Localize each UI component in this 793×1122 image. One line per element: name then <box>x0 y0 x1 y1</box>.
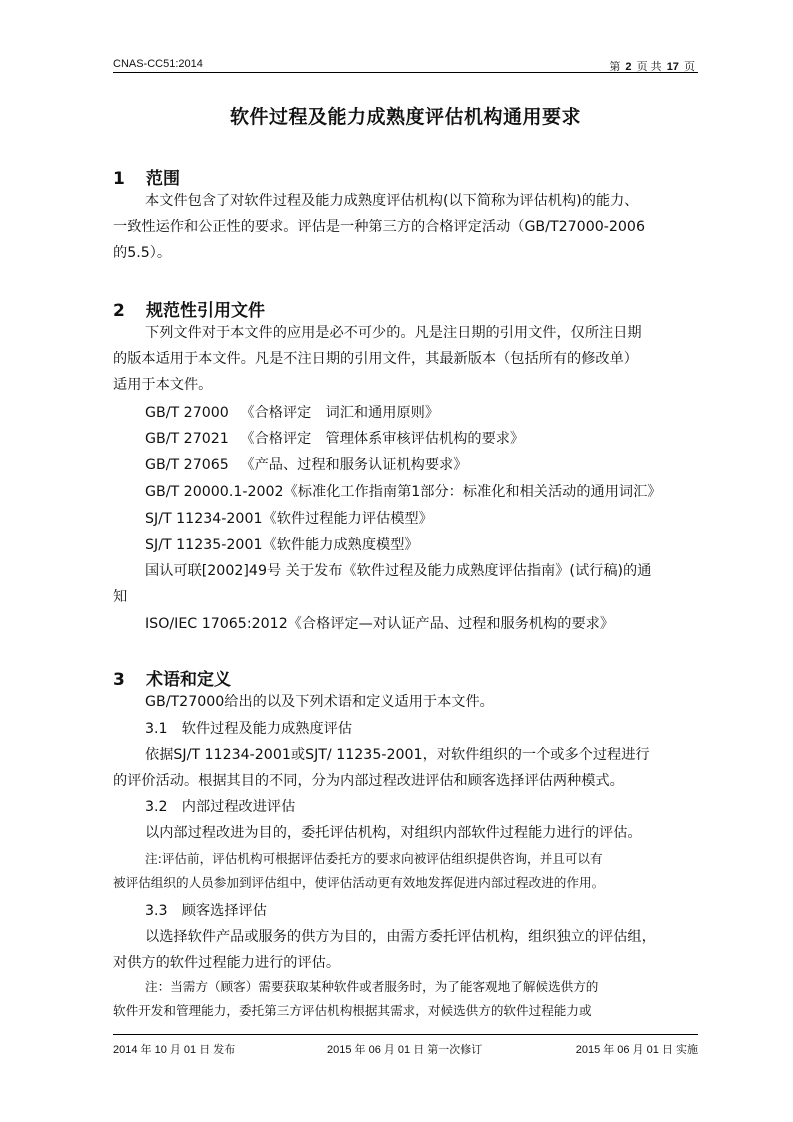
page-mid: 页 共 <box>636 61 662 73</box>
paragraph-line: 的评价活动。根据其目的不同，分为内部过程改进评估和顾客选择评估两种模式。 <box>113 773 624 789</box>
page-total: 17 <box>666 61 679 73</box>
reference-item: GB/T 27000 《合格评定 词汇和通用原则》 <box>145 405 440 421</box>
paragraph-line: 以选择软件产品或服务的供方为目的，由需方委托评估机构，组织独立的评估组， <box>145 929 656 945</box>
paragraph-line: 本文件包含了对软件过程及能力成熟度评估机构(以下简称为评估机构)的能力、 <box>145 193 639 209</box>
section-3-heading <box>113 665 231 690</box>
section-1-heading <box>113 164 180 189</box>
paragraph-line: 的5.5）。 <box>113 245 172 261</box>
reference-item: GB/T 27065 《产品、过程和服务认证机构要求》 <box>145 457 468 473</box>
reference-item: GB/T 20000.1-2002《标准化工作指南第1部分：标准化和相关活动的通用词汇》 <box>145 484 662 500</box>
page-prefix: 第 <box>609 61 621 73</box>
reference-item: SJ/T 11235-2001《软件能力成熟度模型》 <box>145 537 419 553</box>
section-number: 2 <box>113 301 125 321</box>
reference-item: GB/T 27021 《合格评定 管理体系审核评估机构的要求》 <box>145 431 525 447</box>
issue-date: 2014 年 10 月 01 日 发布 <box>113 1044 236 1056</box>
section-number: 3 <box>113 670 125 690</box>
note-line: 注:评估前，评估机构可根据评估委托方的要求向被评估组织提供咨询，并且可以有 <box>145 851 603 866</box>
section-title: 术语和定义 <box>146 670 231 690</box>
section-2-heading <box>113 296 265 321</box>
paragraph-line: 适用于本文件。 <box>113 377 213 393</box>
reference-item: ISO/IEC 17065:2012《合格评定—对认证产品、过程和服务机构的要求》 <box>145 616 615 632</box>
page-header <box>113 56 698 73</box>
document-code: CNAS-CC51:2014 <box>113 58 203 70</box>
revision-date: 2015 年 06 月 01 日 第一次修订 <box>327 1044 483 1056</box>
term-heading: 3.2 内部过程改进评估 <box>145 799 296 815</box>
reference-item: 国认可联[2002]49号 关于发布《软件过程及能力成熟度评估指南》(试行稿)的通 <box>145 563 652 579</box>
section-number: 1 <box>113 169 125 189</box>
reference-item: 知 <box>113 589 128 605</box>
effective-date: 2015 年 06 月 01 日 实施 <box>575 1044 698 1056</box>
paragraph-line: 对供方的软件过程能力进行的评估。 <box>113 955 341 971</box>
page-suffix: 页 <box>684 61 695 73</box>
paragraph-line: 以内部过程改进为目的，委托评估机构，对组织内部软件过程能力进行的评估。 <box>145 825 642 841</box>
paragraph-line: 下列文件对于本文件的应用是必不可少的。凡是注日期的引用文件，仅所注日期 <box>145 325 642 341</box>
term-heading: 3.3 顾客选择评估 <box>145 903 267 919</box>
reference-item: SJ/T 11234-2001《软件过程能力评估模型》 <box>145 511 433 527</box>
page-footer <box>113 1034 698 1065</box>
document-title: 软件过程及能力成熟度评估机构通用要求 <box>229 106 581 128</box>
paragraph-line: 的版本适用于本文件。凡是不注日期的引用文件，其最新版本（包括所有的修改单） <box>113 351 638 367</box>
section-title: 规范性引用文件 <box>146 301 265 321</box>
paragraph-line: 依据SJ/T 11234-2001或SJT/ 11235-2001，对软件组织的一个或多个过程进行 <box>145 747 650 763</box>
page-indicator <box>608 58 696 74</box>
paragraph-line: 一致性运作和公正性的要求。评估是一种第三方的合格评定活动（GB/T27000-2006 <box>113 219 645 235</box>
section-title: 范围 <box>146 169 180 189</box>
paragraph-line: GB/T27000给出的以及下列术语和定义适用于本文件。 <box>145 694 494 710</box>
term-heading: 3.1 软件过程及能力成熟度评估 <box>145 721 353 737</box>
note-line: 被评估组织的人员参加到评估组中，使评估活动更有效地发挥促进内部过程改进的作用。 <box>113 875 605 890</box>
note-line: 注：当需方（顾客）需要获取某种软件或者服务时，为了能客观地了解候选供方的 <box>145 979 599 994</box>
page-number: 2 <box>625 61 632 73</box>
note-line: 软件开发和管理能力，委托第三方评估机构根据其需求，对候选供方的软件过程能力或 <box>113 1003 592 1018</box>
